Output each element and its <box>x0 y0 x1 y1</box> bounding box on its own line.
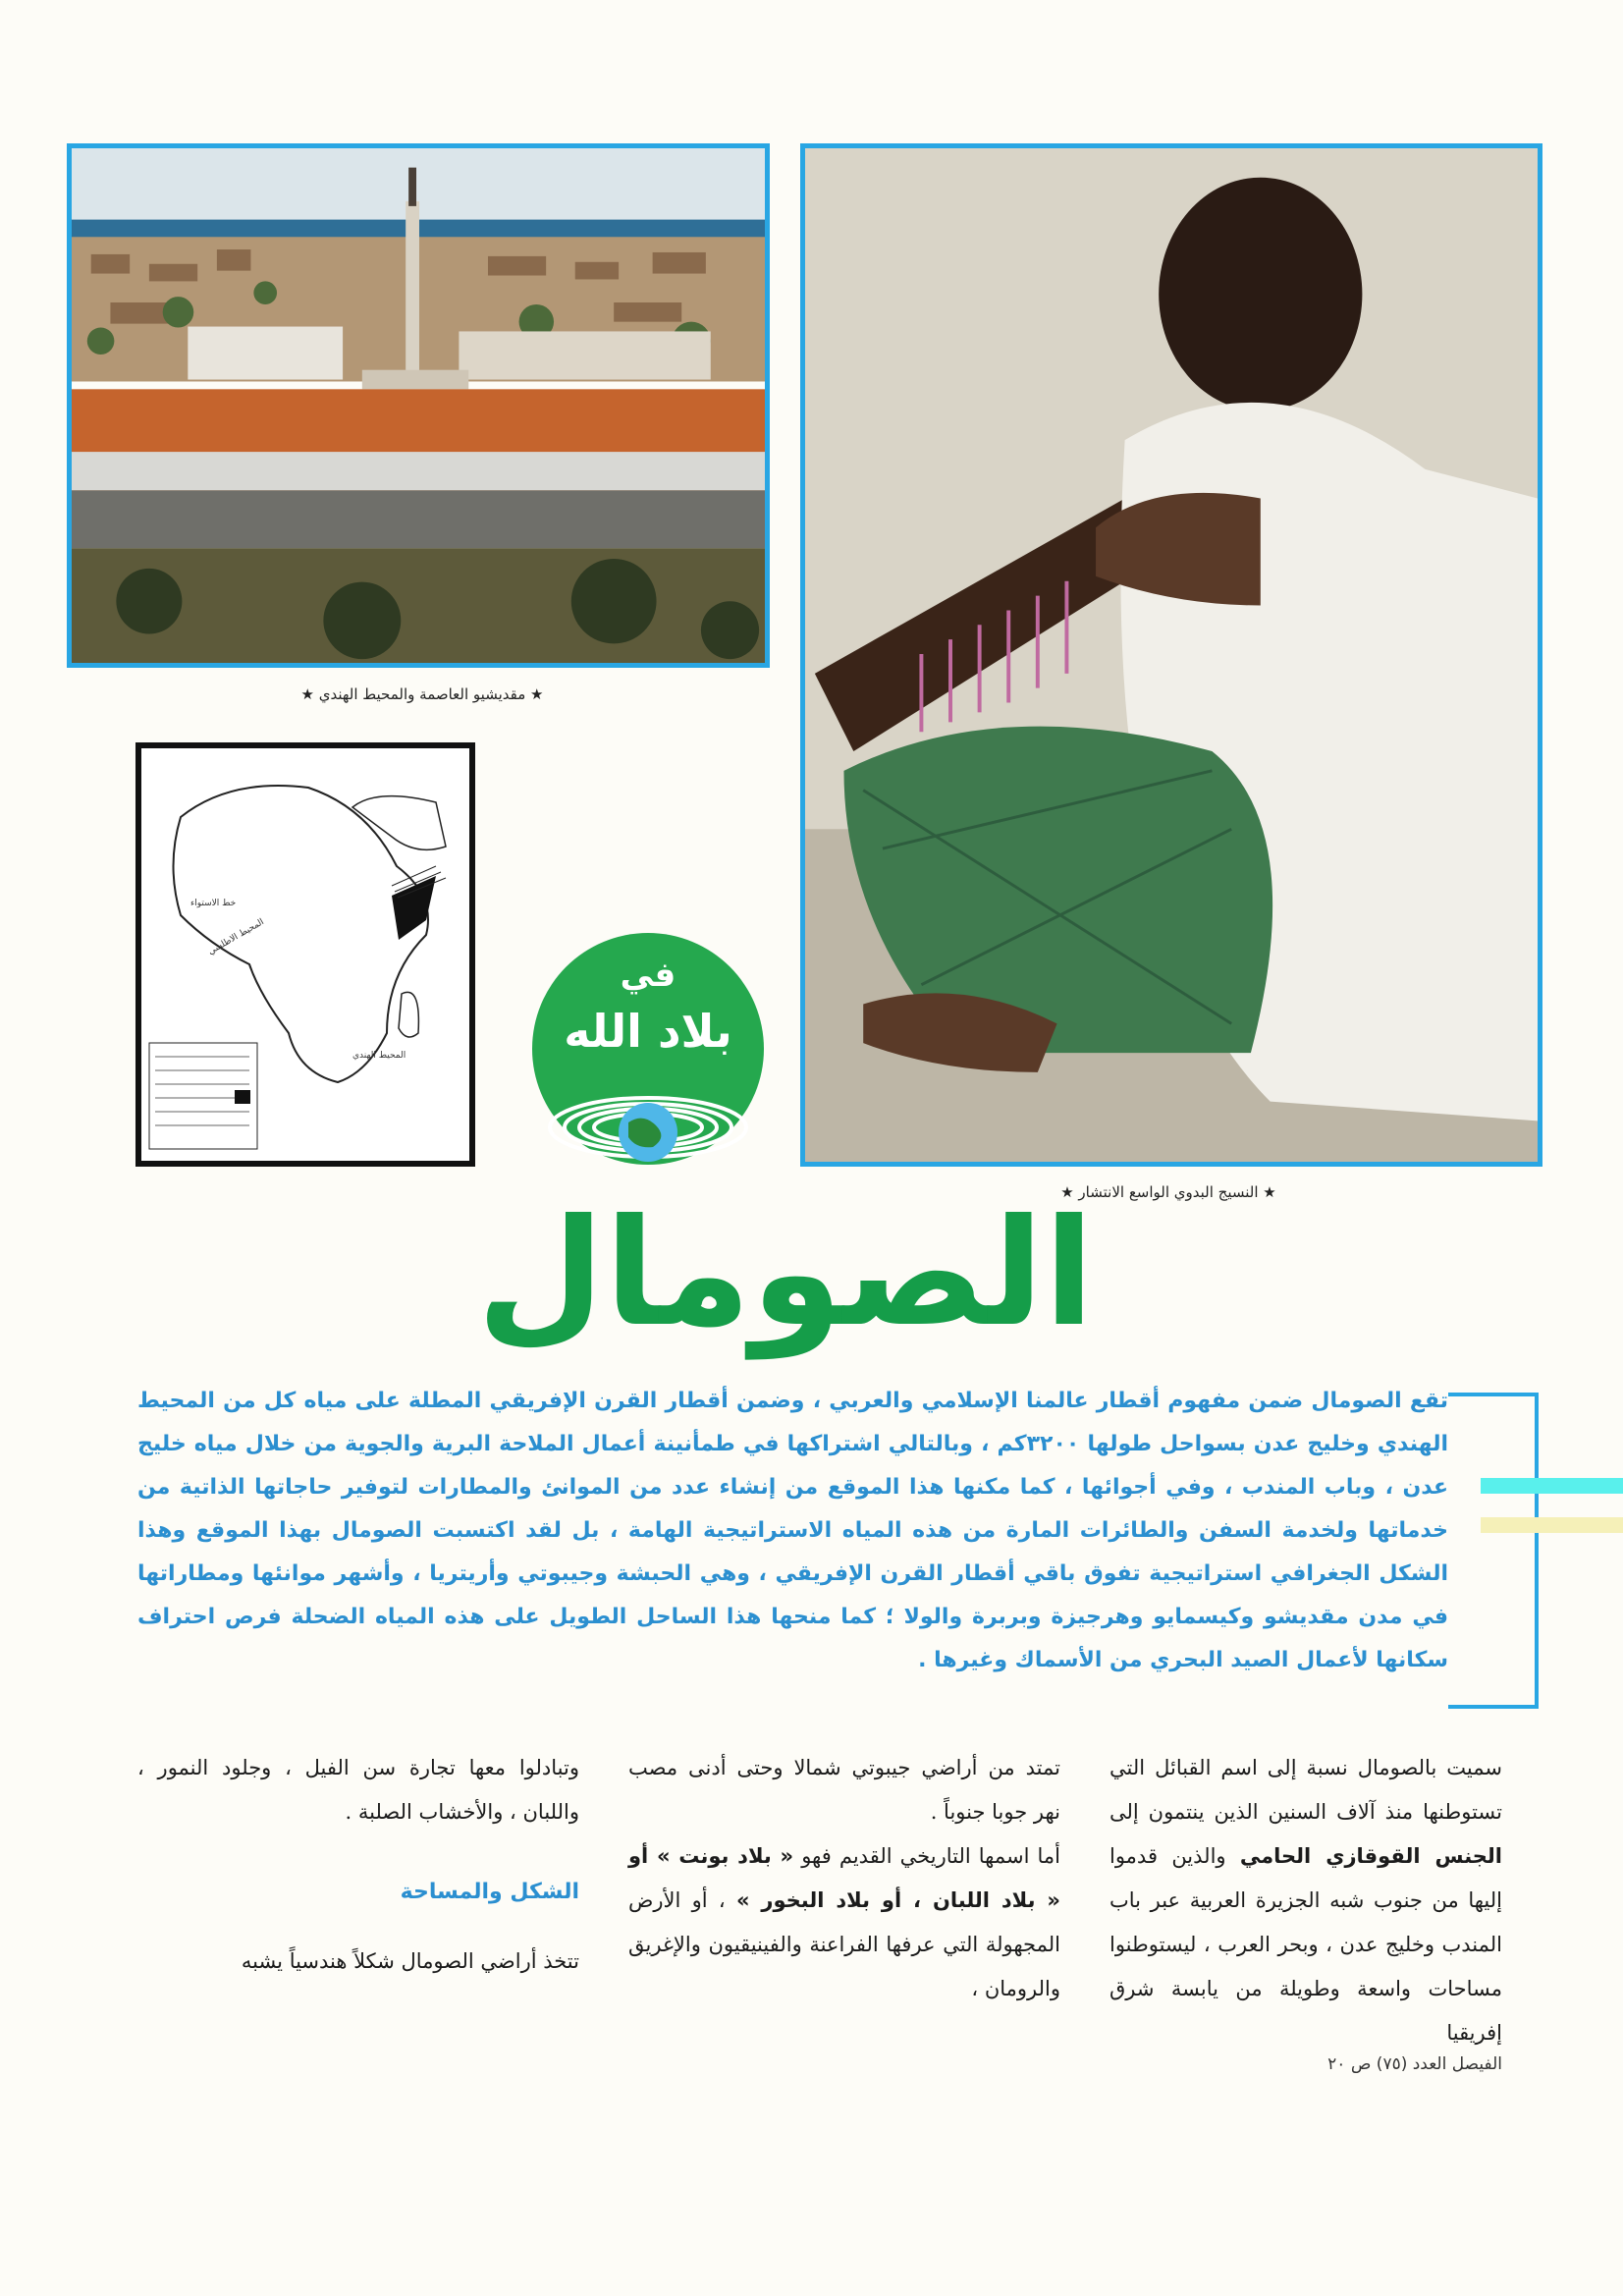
svg-text:المحيط الهندي: المحيط الهندي <box>352 1051 406 1061</box>
page-title: الصومال <box>476 1188 1095 1359</box>
svg-text:المحيط الاطلسي: المحيط الاطلسي <box>206 917 266 957</box>
text-span: أما اسمها التاريخي القديم فهو <box>801 1844 1060 1868</box>
column-middle-paragraph-2 <box>628 1834 1060 2011</box>
text-span: سميت بالصومال نسبة إلى اسم القبائل التي تستوطنها منذ آلاف السنين الذين ينتمون إلى <box>1109 1756 1502 1824</box>
scan-artifact <box>1481 1517 1623 1533</box>
weaving-photo <box>800 143 1542 1167</box>
emblem-line2: بلاد الله <box>564 1005 732 1058</box>
scan-artifact <box>1481 1478 1623 1494</box>
city-photo <box>67 143 770 668</box>
column-left <box>137 1746 579 1984</box>
highlight-text: الجنس القوقازي الحامي <box>1239 1844 1502 1868</box>
column-left-paragraph-1: وتبادلوا معها تجارة سن الفيل ، وجلود النمور ، واللبان ، والأخشاب الصلبة . <box>137 1756 579 1824</box>
column-right <box>1109 1746 1502 2055</box>
emblem-line1: في <box>620 956 676 995</box>
column-right-paragraph <box>1109 1746 1502 2055</box>
page-footer: الفيصل العدد (٧٥) ص ٢٠ <box>1327 2054 1502 2074</box>
weaving-photo-caption: ★ النسيج البدوي الواسع الانتشار ★ <box>1060 1183 1276 1201</box>
intro-paragraph: تقع الصومال ضمن مفهوم أقطار عالمنا الإسلامي والعربي ، وضمن أقطار القرن الإفريقي المطلة على مياه كل من المحيط الهندي وخليج عدن بسواحل طولها ٣٢٠٠كم ، وبالتالي اشتراكها في طمأنينة أعمال الملاحة البرية والجوية من خلال مياه خليج عدن ، وباب المندب ، وفي أجوائها ، كما مكنها هذا الموقع من إنشاء عدد من الموانئ والمطارات لتوفير حاجاتها الذاتية من خدماتها ولخدمة السفن والطائرات المارة من هذه المياه الاستراتيجية الهامة ، بل لقد اكتسبت الصومال بهذا الموقع وهذا الشكل الجغرافي استراتيجية تفوق باقي أقطار القرن الإفريقي ، وهي الحبشة وجيبوتي وأريتريا ، وأشهر موانئها ومطاراتها في مدن مقديشو وكيسمايو وهرجيزة وبربرة والولا ؛ كما منحها هذا الساحل الطويل على هذه المياه الضحلة فرص احتراف سكانها لأعمال الصيد البحري من الأسماك وغيرها . <box>137 1389 1448 1672</box>
text-span: والذين قدموا إليها من جنوب شبه الجزيرة العربية عبر باب المندب وخليج عدن ، وبحر العرب ، ليستوطنوا مساحات واسعة وطويلة من يابسة شرق إفريقيا <box>1109 1844 1502 2045</box>
section-emblem <box>530 931 766 1167</box>
africa-map <box>135 742 475 1167</box>
city-photo-caption: ★ مقديشيو العاصمة والمحيط الهندي ★ <box>300 685 544 703</box>
column-middle-paragraph-1: تمتد من أراضي جيبوتي شمالا وحتى أدنى مصب نهر جوبا جنوباً . <box>628 1756 1060 1824</box>
text-span: ، أو الأرض المجهولة التي عرفها الفراعنة والفينيقيون والإغريق والرومان ، <box>628 1888 1060 2000</box>
intro-bracket <box>1448 1393 1539 1709</box>
column-middle <box>628 1746 1060 2011</box>
section-heading: الشكل والمساحة <box>400 1880 579 1904</box>
highlight-text: « بلاد بونت » أو « بلاد اللبان ، أو بلاد البخور » <box>628 1844 1060 1912</box>
column-left-paragraph-2: تتخذ أراضي الصومال شكلاً هندسياً يشبه <box>241 1949 579 1973</box>
svg-text:خط الاستواء: خط الاستواء <box>190 899 237 908</box>
